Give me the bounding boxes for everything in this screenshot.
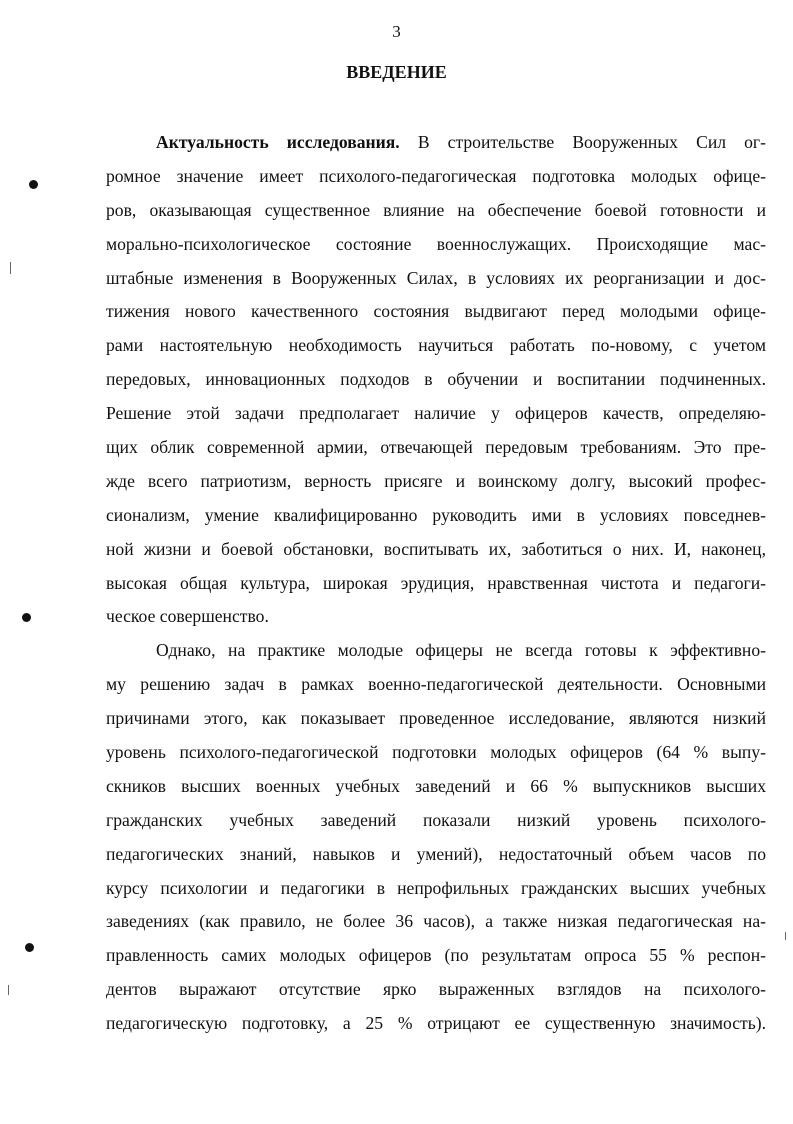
text-line: морально-психологическое состояние военнослужащих. Происходящие мас-	[106, 233, 766, 254]
page-title: ВВЕДЕНИЕ	[346, 62, 447, 82]
text-line: сионализм, умение квалифицированно руководить ими в условиях повседнев-	[106, 504, 766, 525]
text-line: ной жизни и боевой обстановки, воспитывать их, заботиться о них. И, наконец,	[106, 538, 766, 559]
text-line: рами настоятельную необходимость научиться работать по-новому, с учетом	[106, 335, 766, 356]
text-line: ромное значение имеет психолого-педагогическая подготовка молодых офице-	[106, 165, 766, 186]
text-line: заведениях (как правило, не более 36 часов), а также низкая педагогическая на-	[106, 911, 766, 932]
text-line: уровень психолого-педагогической подготовки молодых офицеров (64 % выпу-	[106, 742, 766, 763]
text-line: причинами этого, как показывает проведенное исследование, являются низкий	[106, 708, 766, 729]
text-line: гражданских учебных заведений показали низкий уровень психолого-	[106, 809, 766, 830]
scan-edge-mark	[8, 985, 9, 995]
text-line: жде всего патриотизм, верность присяге и воинскому долгу, высокий профес-	[106, 470, 766, 491]
text-line: тижения нового качественного состояния выдвигают перед молодыми офице-	[106, 301, 766, 322]
binding-hole-mark	[29, 180, 38, 189]
text-line: высокая общая культура, широкая эрудиция, нравственная чистота и педагоги-	[106, 572, 766, 593]
scan-edge-mark	[785, 932, 786, 940]
paragraph-relevance	[106, 126, 766, 634]
text-line: педагогическую подготовку, а 25 % отрицают ее существенную значимость).	[106, 1013, 766, 1034]
text-line: курсу психологии и педагогики в непрофильных гражданских высших учебных	[106, 877, 766, 898]
page-number: 3	[392, 22, 401, 41]
text-line: му решению задач в рамках военно-педагогической деятельности. Основными	[106, 674, 766, 695]
text-line: Однако, на практике молодые офицеры не всегда готовы к эффективно-	[156, 640, 766, 661]
text-line: правленность самих молодых офицеров (по результатам опроса 55 % респон-	[106, 945, 766, 966]
text-line: передовых, инновационных подходов в обучении и воспитании подчиненных.	[106, 369, 766, 390]
text-line: скников высших военных учебных заведений и 66 % выпускников высших	[106, 775, 766, 796]
binding-hole-mark	[25, 943, 34, 952]
text-line: дентов выражают отсутствие ярко выраженных взглядов на психолого-	[106, 979, 766, 1000]
text-line: щих облик современной армии, отвечающей передовым требованиям. Это пре-	[106, 437, 766, 458]
text-line: ческое совершенство.	[106, 606, 269, 627]
text-line: штабные изменения в Вооруженных Силах, в условиях их реорганизации и дос-	[106, 267, 766, 288]
text-line: Актуальность исследования. В строительстве Вооруженных Сил ог-	[156, 132, 766, 152]
paragraph-problem	[106, 634, 766, 1041]
paragraph-lead-term: Актуальность исследования.	[156, 132, 400, 152]
text-line: педагогических знаний, навыков и умений), недостаточный объем часов по	[106, 843, 766, 864]
binding-hole-mark	[22, 613, 31, 622]
document-body	[106, 126, 766, 1041]
text-line: Решение этой задачи предполагает наличие у офицеров качеств, определяю-	[106, 403, 766, 424]
scan-edge-mark	[10, 262, 11, 274]
text-line: ров, оказывающая существенное влияние на обеспечение боевой готовности и	[106, 199, 766, 220]
